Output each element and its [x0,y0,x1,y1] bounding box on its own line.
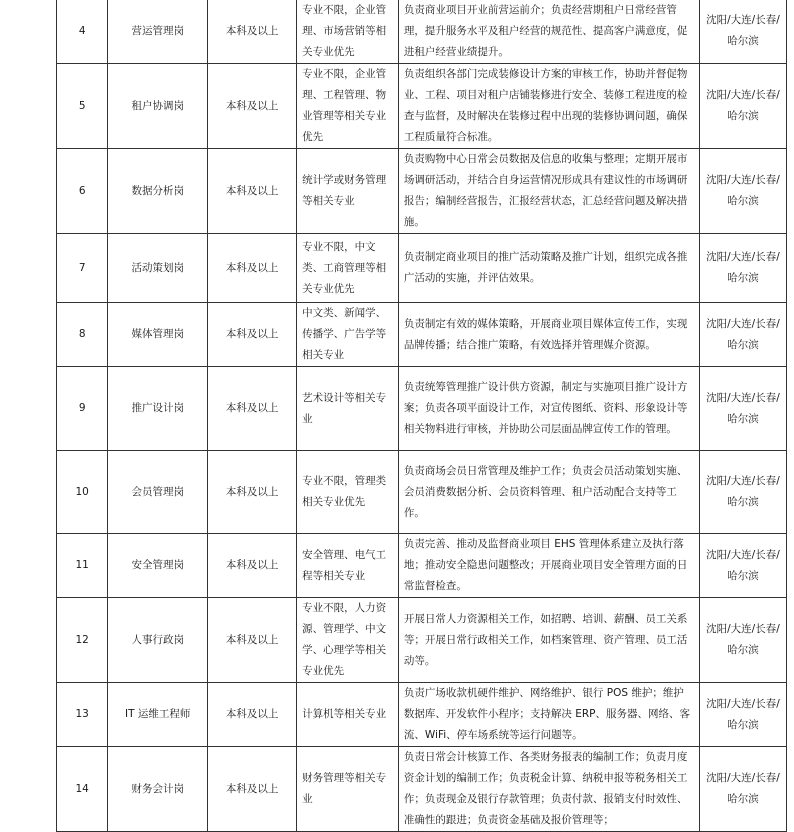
table-row [57,451,787,534]
job-duties: 负责商场会员日常管理及维护工作；负责会员活动策划实施、会员消费数据分析、会员资料管理、租户活动配合支持等工作。 [398,451,699,534]
education-requirement: 本科及以上 [208,598,297,683]
education-requirement: 本科及以上 [208,683,297,747]
major-requirement: 专业不限，企业管理、工程管理、物业管理等相关专业优先 [297,64,399,149]
education-requirement: 本科及以上 [208,367,297,451]
work-location: 沈阳/大连/长春/哈尔滨 [699,0,786,64]
job-table [56,0,787,832]
job-duties: 负责日常会计核算工作、各类财务报表的编制工作；负责月度资金计划的编制工作；负责税金计算、纳税申报等税务相关工作；负责现金及银行存款管理；负责付款、报销支付时效性、准确性的跟进；负责资金基础及报价管理等； [398,747,699,832]
table-row [57,598,787,683]
work-location: 沈阳/大连/长春/哈尔滨 [699,451,786,534]
job-title: IT 运维工程师 [108,683,208,747]
job-duties: 负责组织各部门完成装修设计方案的审核工作，协助并督促物业、工程、项目对租户店铺装修进行安全、装修工程进度的检查与监督，及时解决在装修过程中出现的装修协调问题，确保工程质量符合标准。 [398,64,699,149]
row-number: 9 [57,367,108,451]
table-row [57,747,787,832]
table-row [57,0,787,64]
education-requirement: 本科及以上 [208,451,297,534]
major-requirement: 计算机等相关专业 [297,683,399,747]
major-requirement: 艺术设计等相关专业 [297,367,399,451]
job-title: 活动策划岗 [108,234,208,303]
row-number: 8 [57,303,108,367]
education-requirement: 本科及以上 [208,303,297,367]
education-requirement: 本科及以上 [208,234,297,303]
work-location: 沈阳/大连/长春/哈尔滨 [699,367,786,451]
major-requirement: 专业不限，管理类相关专业优先 [297,451,399,534]
row-number: 5 [57,64,108,149]
row-number: 13 [57,683,108,747]
row-number: 14 [57,747,108,832]
job-duties: 负责完善、推动及监督商业项目 EHS 管理体系建立及执行落地；推动安全隐患问题整改；开展商业项目安全管理方面的日常监督检查。 [398,534,699,598]
table-row [57,234,787,303]
education-requirement: 本科及以上 [208,149,297,234]
major-requirement: 专业不限，企业管理、市场营销等相关专业优先 [297,0,399,64]
education-requirement: 本科及以上 [208,534,297,598]
job-title: 人事行政岗 [108,598,208,683]
major-requirement: 财务管理等相关专业 [297,747,399,832]
job-title: 租户协调岗 [108,64,208,149]
row-number: 6 [57,149,108,234]
major-requirement: 安全管理、电气工程等相关专业 [297,534,399,598]
work-location: 沈阳/大连/长春/哈尔滨 [699,747,786,832]
job-duties: 负责广场收款机硬件维护、网络维护、银行 POS 维护；维护数据库、开发软件小程序；支持解决 ERP、服务器、网络、客流、WiFi、停车场系统等运行问题等。 [398,683,699,747]
job-title: 会员管理岗 [108,451,208,534]
job-title: 安全管理岗 [108,534,208,598]
job-title: 财务会计岗 [108,747,208,832]
table-row [57,149,787,234]
table-row [57,303,787,367]
row-number: 4 [57,0,108,64]
education-requirement: 本科及以上 [208,747,297,832]
work-location: 沈阳/大连/长春/哈尔滨 [699,234,786,303]
row-number: 12 [57,598,108,683]
job-title: 数据分析岗 [108,149,208,234]
row-number: 10 [57,451,108,534]
work-location: 沈阳/大连/长春/哈尔滨 [699,683,786,747]
work-location: 沈阳/大连/长春/哈尔滨 [699,303,786,367]
work-location: 沈阳/大连/长春/哈尔滨 [699,64,786,149]
major-requirement: 中文类、新闻学、传播学、广告学等相关专业 [297,303,399,367]
work-location: 沈阳/大连/长春/哈尔滨 [699,534,786,598]
job-duties: 负责购物中心日常会员数据及信息的收集与整理；定期开展市场调研活动，并结合自身运营情况形成具有建议性的市场调研报告；编制经营报告，汇报经营状态，汇总经营问题及解决措施。 [398,149,699,234]
table-row [57,64,787,149]
education-requirement: 本科及以上 [208,64,297,149]
job-duties: 负责统筹管理推广设计供方资源，制定与实施项目推广设计方案；负责各项平面设计工作，对宣传图纸、资料、形象设计等相关物料进行审核，并协助公司层面品牌宣传工作的管理。 [398,367,699,451]
job-title: 营运管理岗 [108,0,208,64]
table-row [57,367,787,451]
job-duties: 负责制定有效的媒体策略，开展商业项目媒体宣传工作，实现品牌传播；结合推广策略，有效选择并管理媒介资源。 [398,303,699,367]
work-location: 沈阳/大连/长春/哈尔滨 [699,149,786,234]
job-duties: 开展日常人力资源相关工作，如招聘、培训、薪酬、员工关系等；开展日常行政相关工作，如档案管理、资产管理、员工活动等。 [398,598,699,683]
major-requirement: 专业不限，中文类、工商管理等相关专业优先 [297,234,399,303]
job-title: 媒体管理岗 [108,303,208,367]
major-requirement: 专业不限，人力资源、管理学、中文学、心理学等相关专业优先 [297,598,399,683]
job-duties: 负责制定商业项目的推广活动策略及推广计划，组织完成各推广活动的实施，并评估效果。 [398,234,699,303]
major-requirement: 统计学或财务管理等相关专业 [297,149,399,234]
job-table-body [57,0,787,832]
job-title: 推广设计岗 [108,367,208,451]
job-duties: 负责商业项目开业前营运前介；负责经营期租户日常经营管理，提升服务水平及租户经营的规范性、提高客户满意度，促进租户经营业绩提升。 [398,0,699,64]
row-number: 11 [57,534,108,598]
education-requirement: 本科及以上 [208,0,297,64]
work-location: 沈阳/大连/长春/哈尔滨 [699,598,786,683]
table-row [57,534,787,598]
table-row [57,683,787,747]
row-number: 7 [57,234,108,303]
